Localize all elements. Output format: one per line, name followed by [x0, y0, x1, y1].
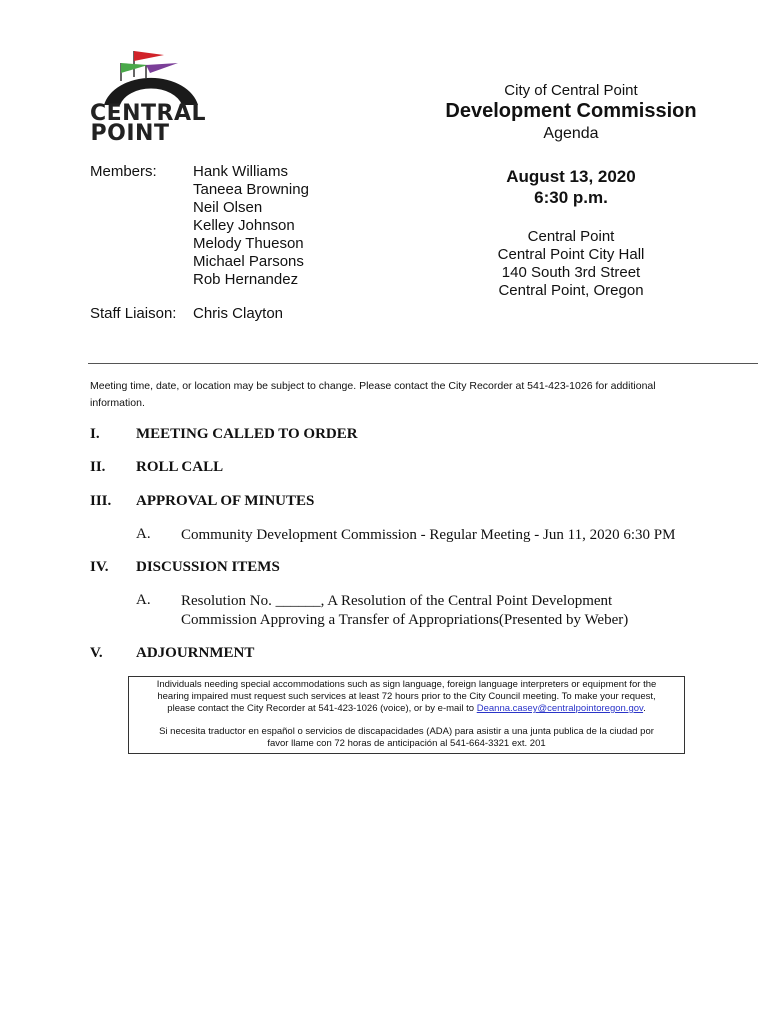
page-subtitle: Agenda	[543, 125, 599, 142]
meeting-time: 6:30 p.m.	[534, 188, 608, 207]
location-line: Central Point	[527, 228, 615, 245]
section-number: II.	[90, 459, 106, 475]
members-list	[193, 163, 309, 289]
staff-liaison-label: Staff Liaison:	[90, 305, 177, 322]
section-title: APPROVAL OF MINUTES	[136, 493, 315, 509]
meeting-datetime	[441, 166, 701, 208]
meeting-location	[441, 228, 701, 300]
discussion-item-line: Commission Approving a Transfer of Appropriations(Presented by Weber)	[181, 612, 629, 628]
member-name: Taneea Browning	[193, 181, 309, 198]
page-title: Development Commission	[445, 100, 697, 122]
member-name: Kelley Johnson	[193, 217, 295, 234]
section-title: ADJOURNMENT	[136, 645, 255, 661]
location-line: 140 South 3rd Street	[501, 264, 641, 281]
member-name: Hank Williams	[193, 163, 289, 180]
item-letter: A.	[136, 592, 151, 608]
logo-text-point: POINT	[90, 121, 170, 146]
ada-line-text: please contact the City Recorder at 541-423-1026 (voice), or by e-mail to	[167, 703, 477, 714]
staff-liaison-name: Chris Clayton	[193, 305, 284, 322]
item-letter: A.	[136, 526, 151, 542]
ada-line-end: .	[643, 703, 646, 714]
ada-line	[134, 703, 679, 715]
central-point-logo	[90, 45, 210, 150]
section-title: ROLL CALL	[136, 459, 224, 475]
logo-text-central: CENTRAL	[89, 101, 207, 126]
member-name: Melody Thueson	[193, 235, 304, 252]
section-title: MEETING CALLED TO ORDER	[136, 426, 358, 442]
ada-line: hearing impaired must request such services at least 72 hours prior to the City Council meeting. To make your request,	[157, 691, 656, 702]
meeting-date: August 13, 2020	[506, 167, 636, 186]
ada-line: favor llame con 72 horas de anticipación al 541-664-3321 ext. 201	[267, 738, 546, 749]
notice-line: Meeting time, date, or location may be subject to change. Please contact the City Recorder at 541-423-1026 for additional	[90, 380, 656, 392]
member-name: Rob Hernandez	[193, 271, 299, 288]
location-line: Central Point, Oregon	[498, 282, 644, 299]
accommodations-english	[134, 679, 679, 715]
member-name: Neil Olsen	[193, 199, 263, 216]
members-label: Members:	[90, 163, 157, 180]
section-number: III.	[90, 493, 112, 509]
city-name: City of Central Point	[504, 82, 638, 99]
notice-line: information.	[90, 397, 145, 409]
section-number: V.	[90, 645, 103, 661]
divider	[88, 363, 758, 364]
location-line: Central Point City Hall	[497, 246, 645, 263]
logo-flags-graphic	[90, 45, 210, 105]
ada-line: Individuals needing special accommodations such as sign language, foreign language interpreters or equipment for the	[156, 679, 657, 690]
ada-line: Si necesita traductor en español o servicios de discapacidades (ADA) para asistir a una junta publica de la ciudad por	[159, 726, 654, 737]
section-title: DISCUSSION ITEMS	[136, 559, 280, 575]
member-name: Michael Parsons	[193, 253, 304, 270]
schedule-notice	[90, 378, 730, 412]
minutes-item-text: Community Development Commission - Regular Meeting - Jun 11, 2020 6:30 PM	[181, 527, 676, 543]
section-number: I.	[90, 426, 100, 442]
discussion-item-text	[181, 592, 628, 630]
recorder-email-link[interactable]: Deanna.casey@centralpointoregon.gov	[476, 703, 644, 714]
section-number: IV.	[90, 559, 109, 575]
accommodations-spanish	[134, 726, 679, 750]
discussion-item-line: Resolution No. ______, A Resolution of the Central Point Development	[181, 593, 613, 609]
